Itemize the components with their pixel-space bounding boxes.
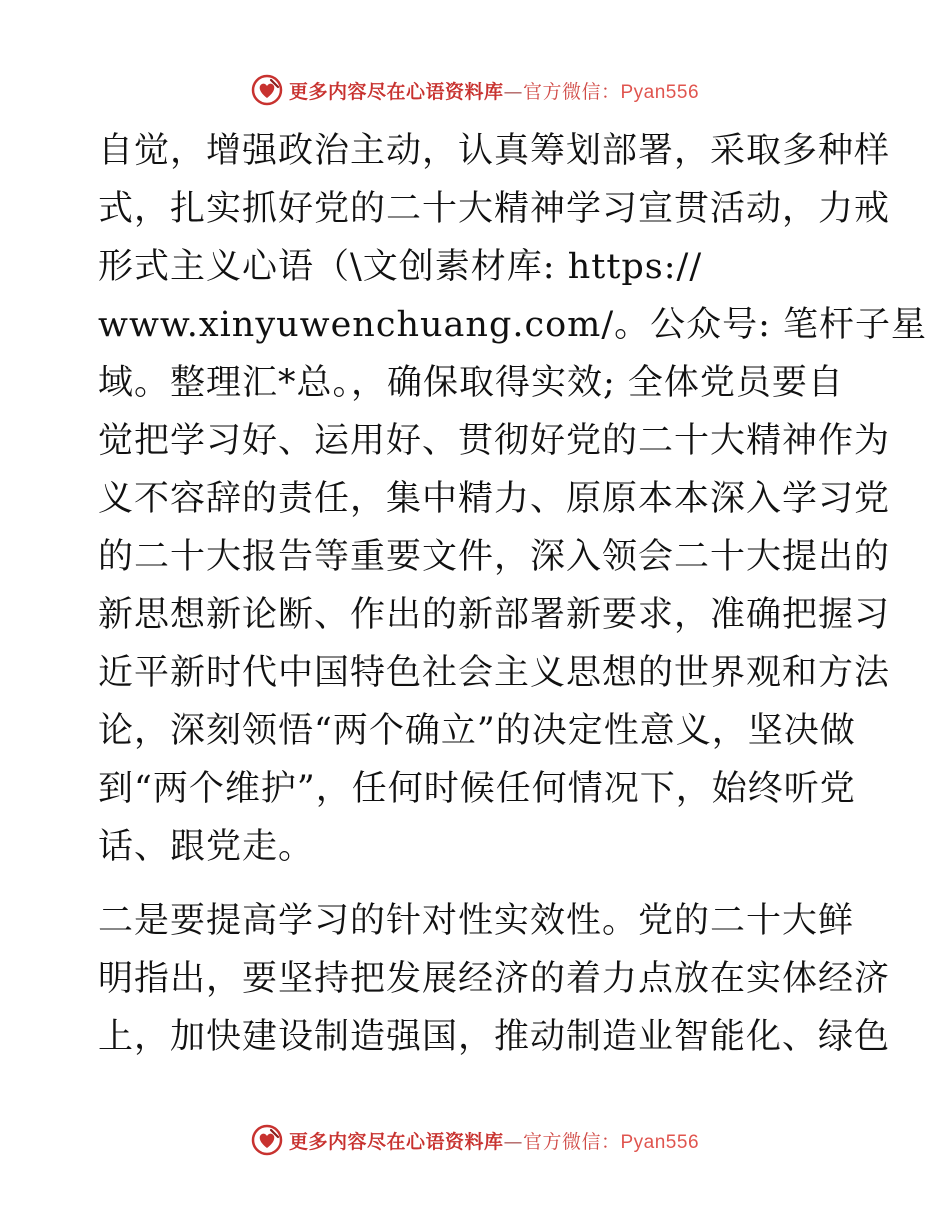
footer-brand: 更多内容尽在心语资料库 bbox=[288, 1130, 504, 1153]
text-line: 话、跟党走。 bbox=[98, 827, 315, 867]
header-brand: 更多内容尽在心语资料库 bbox=[288, 80, 504, 103]
footer-official-label: 官方微信： bbox=[522, 1130, 621, 1153]
footer-separator: — bbox=[503, 1130, 523, 1153]
text-line: www.xinyuwenchuang.com/。公众号: 笔杆子星 bbox=[98, 305, 928, 345]
text-line: 论，深刻领悟“两个确立”的决定性意义，坚决做 bbox=[98, 711, 856, 751]
text-line: 明指出，要坚持把发展经济的着力点放在实体经济 bbox=[98, 959, 891, 999]
header-official-label: 官方微信： bbox=[522, 80, 621, 103]
text-line: 义不容辞的责任，集中精力、原原本本深入学习党 bbox=[98, 479, 891, 519]
text-line: 新思想新论断、作出的新部署新要求，准确把握习 bbox=[98, 595, 891, 635]
header-watermark-banner bbox=[0, 70, 950, 110]
header-banner-text bbox=[289, 77, 699, 104]
text-line: 式，扎实抓好党的二十大精神学习宣贯活动，力戒 bbox=[98, 189, 891, 229]
footer-wechat-id: Pyan556 bbox=[620, 1131, 700, 1153]
text-line: 二是要提高学习的针对性实效性。党的二十大鲜 bbox=[98, 901, 855, 941]
footer-watermark-banner bbox=[0, 1120, 950, 1160]
header-wechat-id: Pyan556 bbox=[620, 81, 700, 103]
text-line: 域。整理汇*总。，确保取得实效; 全体党员要自 bbox=[98, 363, 844, 403]
document-body bbox=[98, 122, 928, 1066]
heart-pen-logo-icon bbox=[251, 1124, 283, 1156]
text-line: 上，加快建设制造强国，推动制造业智能化、绿色 bbox=[98, 1017, 891, 1057]
footer-banner-text bbox=[289, 1127, 699, 1154]
text-line: 觉把学习好、运用好、贯彻好党的二十大精神作为 bbox=[98, 421, 891, 461]
header-separator: — bbox=[503, 80, 523, 103]
paragraph-2 bbox=[98, 892, 891, 1066]
text-line: 近平新时代中国特色社会主义思想的世界观和方法 bbox=[98, 653, 891, 693]
paragraph-1 bbox=[98, 122, 928, 876]
heart-pen-logo-icon bbox=[251, 74, 283, 106]
text-line: 的二十大报告等重要文件，深入领会二十大提出的 bbox=[98, 537, 891, 577]
text-line: 形式主义心语（\文创素材库: https:// bbox=[98, 247, 703, 287]
text-line: 自觉，增强政治主动，认真筹划部署，采取多种样 bbox=[98, 131, 891, 171]
text-line: 到“两个维护”，任何时候任何情况下，始终听党 bbox=[98, 769, 856, 809]
paragraph-gap bbox=[98, 876, 858, 892]
